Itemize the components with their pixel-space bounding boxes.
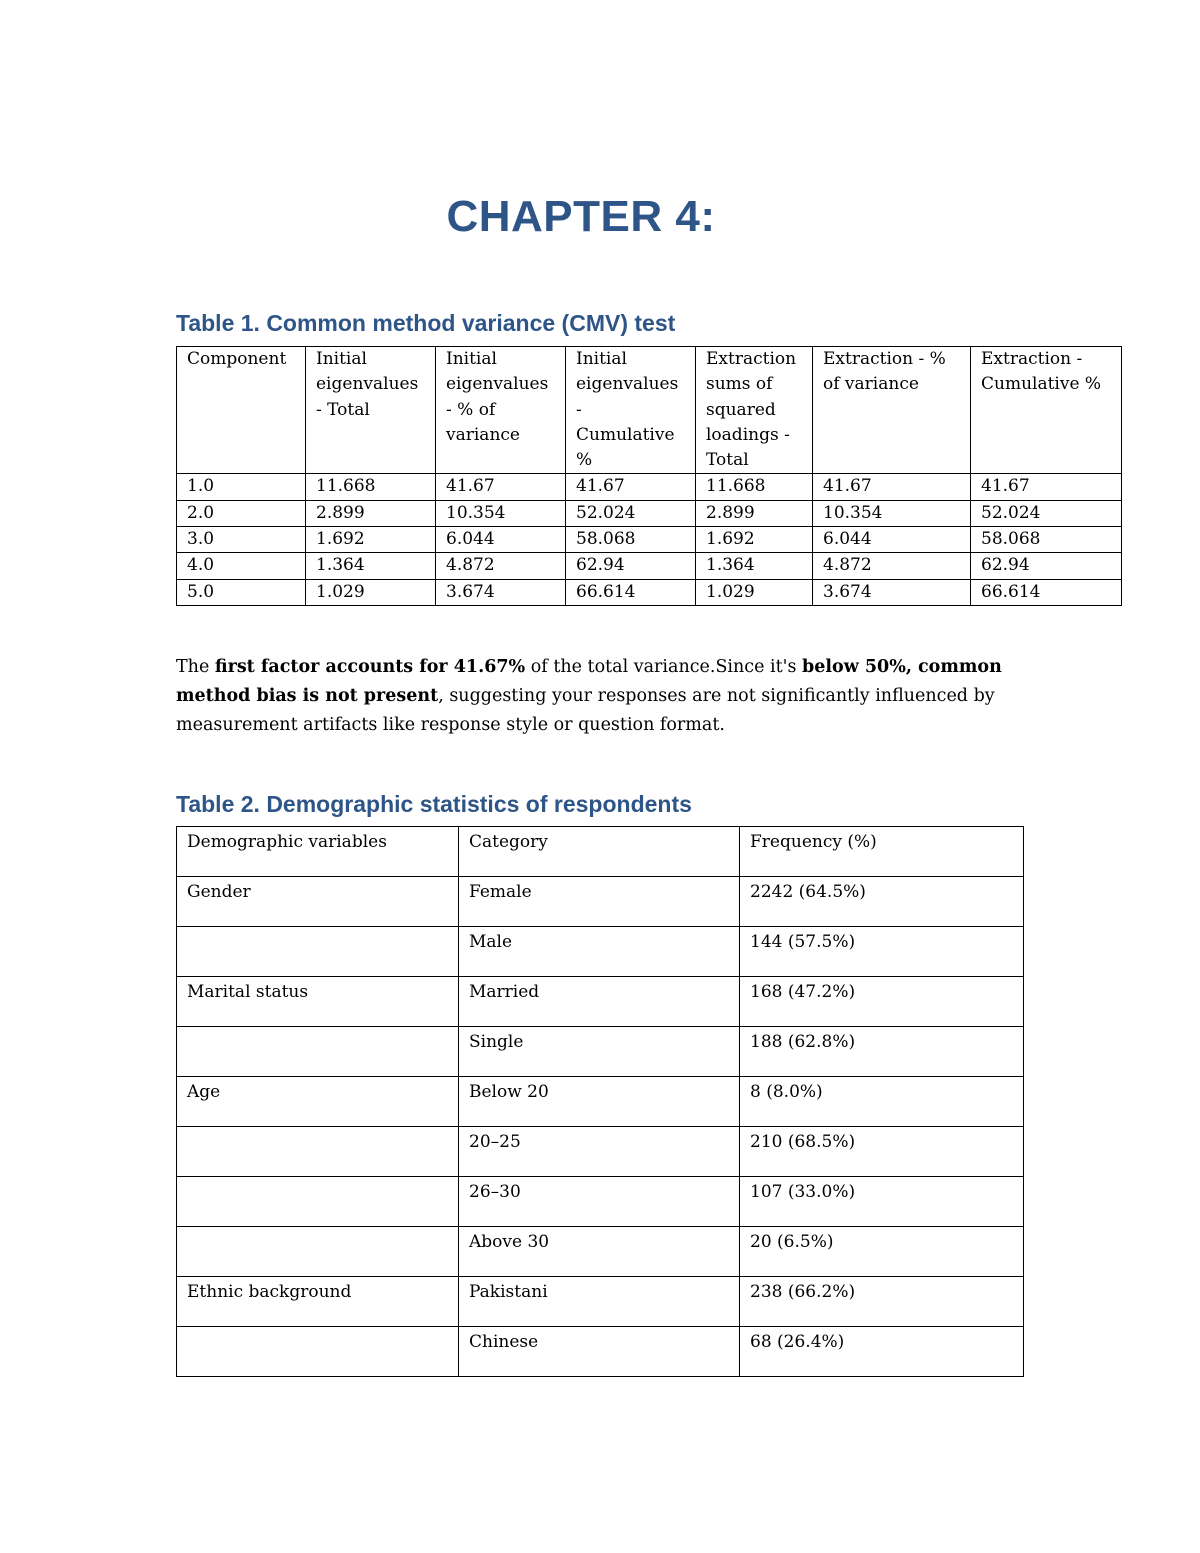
demographics-table (176, 826, 1024, 1377)
table-row (177, 1177, 1024, 1227)
table2-caption: Table 2. Demographic statistics of respondents (176, 791, 692, 817)
table-cell: 168 (47.2%) (740, 977, 1024, 1027)
table-cell: 188 (62.8%) (740, 1027, 1024, 1077)
cmv-interpretation-paragraph (176, 653, 1056, 740)
table-row (177, 579, 1122, 605)
table-cell: 3.674 (813, 579, 971, 605)
table-row (177, 927, 1024, 977)
table-cell: 6.044 (813, 527, 971, 553)
table-cell: 41.67 (566, 474, 696, 500)
table-cell: 41.67 (813, 474, 971, 500)
table-cell (177, 1177, 459, 1227)
header-cell: Initial eigenvalues - Total (306, 347, 436, 474)
table-cell: 1.364 (306, 553, 436, 579)
table-row (177, 877, 1024, 927)
header-cell: Component (177, 347, 306, 474)
table-cell: 68 (26.4%) (740, 1327, 1024, 1377)
table-row (177, 474, 1122, 500)
table-row (177, 500, 1122, 526)
table-cell: Age (177, 1077, 459, 1127)
table-cell: 3.674 (436, 579, 566, 605)
table-cell: 11.668 (306, 474, 436, 500)
paragraph-text: The (176, 657, 215, 677)
table-cell: 144 (57.5%) (740, 927, 1024, 977)
table-row (177, 527, 1122, 553)
table-cell: 62.94 (971, 553, 1122, 579)
table-cell: 52.024 (566, 500, 696, 526)
table-cell: 1.029 (306, 579, 436, 605)
table-cell: 58.068 (971, 527, 1122, 553)
table-cell: 4.0 (177, 553, 306, 579)
table-cell: 4.872 (436, 553, 566, 579)
table-cell: Pakistani (459, 1277, 740, 1327)
table-row (177, 1127, 1024, 1177)
chapter-title: CHAPTER 4: (446, 192, 716, 241)
header-cell: Initial eigenvalues - % of variance (436, 347, 566, 474)
table-cell: 2.899 (696, 500, 813, 526)
table-cell: 1.0 (177, 474, 306, 500)
table-cell (177, 1027, 459, 1077)
table-cell: 1.692 (696, 527, 813, 553)
table-cell (177, 927, 459, 977)
table-cell: 8 (8.0%) (740, 1077, 1024, 1127)
header-cell: Category (459, 827, 740, 877)
table-cell: 3.0 (177, 527, 306, 553)
table-cell (177, 1327, 459, 1377)
paragraph-bold-text: first factor accounts for 41.67% (214, 657, 526, 677)
table-cell: 52.024 (971, 500, 1122, 526)
table-row (177, 977, 1024, 1027)
table-cell: 4.872 (813, 553, 971, 579)
table-cell: Chinese (459, 1327, 740, 1377)
table-row (177, 553, 1122, 579)
table-cell: 58.068 (566, 527, 696, 553)
table1-caption: Table 1. Common method variance (CMV) test (176, 310, 676, 336)
table-cell: 11.668 (696, 474, 813, 500)
table-cell: Male (459, 927, 740, 977)
table-cell: Gender (177, 877, 459, 927)
table-row (177, 1027, 1024, 1077)
header-cell: Extraction - Cumulative % (971, 347, 1122, 474)
table-cell: Below 20 (459, 1077, 740, 1127)
table-header-row (177, 347, 1122, 474)
table-cell: 20–25 (459, 1127, 740, 1177)
table-cell: 6.044 (436, 527, 566, 553)
table-header-row (177, 827, 1024, 877)
table-cell: Single (459, 1027, 740, 1077)
table-cell: 41.67 (971, 474, 1122, 500)
header-cell: Frequency (%) (740, 827, 1024, 877)
table-cell: Married (459, 977, 740, 1027)
table-cell: Ethnic background (177, 1277, 459, 1327)
table-row (177, 1327, 1024, 1377)
header-cell: Extraction - % of variance (813, 347, 971, 474)
table-cell: Female (459, 877, 740, 927)
header-cell: Initial eigenvalues - Cumulative % (566, 347, 696, 474)
table-cell: 107 (33.0%) (740, 1177, 1024, 1227)
table-cell: 41.67 (436, 474, 566, 500)
table-cell: 5.0 (177, 579, 306, 605)
table-cell: 210 (68.5%) (740, 1127, 1024, 1177)
cmv-table (176, 346, 1122, 606)
table-cell: 2242 (64.5%) (740, 877, 1024, 927)
table-cell: 26–30 (459, 1177, 740, 1227)
table-cell: 10.354 (813, 500, 971, 526)
table-row (177, 1277, 1024, 1327)
table-cell: 1.692 (306, 527, 436, 553)
table-cell: 66.614 (971, 579, 1122, 605)
table-row (177, 1227, 1024, 1277)
table-cell: 1.029 (696, 579, 813, 605)
paragraph-text: of the total variance.Since it's (525, 657, 803, 677)
table-cell: Above 30 (459, 1227, 740, 1277)
paragraph-text: , suggesting your responses are not significantly influenced by measurement artifacts like response style or question format. (176, 686, 995, 735)
table-row (177, 1077, 1024, 1127)
table-cell: 1.364 (696, 553, 813, 579)
table-cell (177, 1127, 459, 1177)
paragraph-bold-text: below 50%, common method bias is not present (176, 657, 1002, 706)
table-cell: Marital status (177, 977, 459, 1027)
table-cell: 62.94 (566, 553, 696, 579)
header-cell: Extraction sums of squared loadings - Total (696, 347, 813, 474)
table-cell: 2.0 (177, 500, 306, 526)
header-cell: Demographic variables (177, 827, 459, 877)
table-cell: 238 (66.2%) (740, 1277, 1024, 1327)
table-cell: 2.899 (306, 500, 436, 526)
table-cell: 20 (6.5%) (740, 1227, 1024, 1277)
table-cell (177, 1227, 459, 1277)
table-cell: 10.354 (436, 500, 566, 526)
table-cell: 66.614 (566, 579, 696, 605)
